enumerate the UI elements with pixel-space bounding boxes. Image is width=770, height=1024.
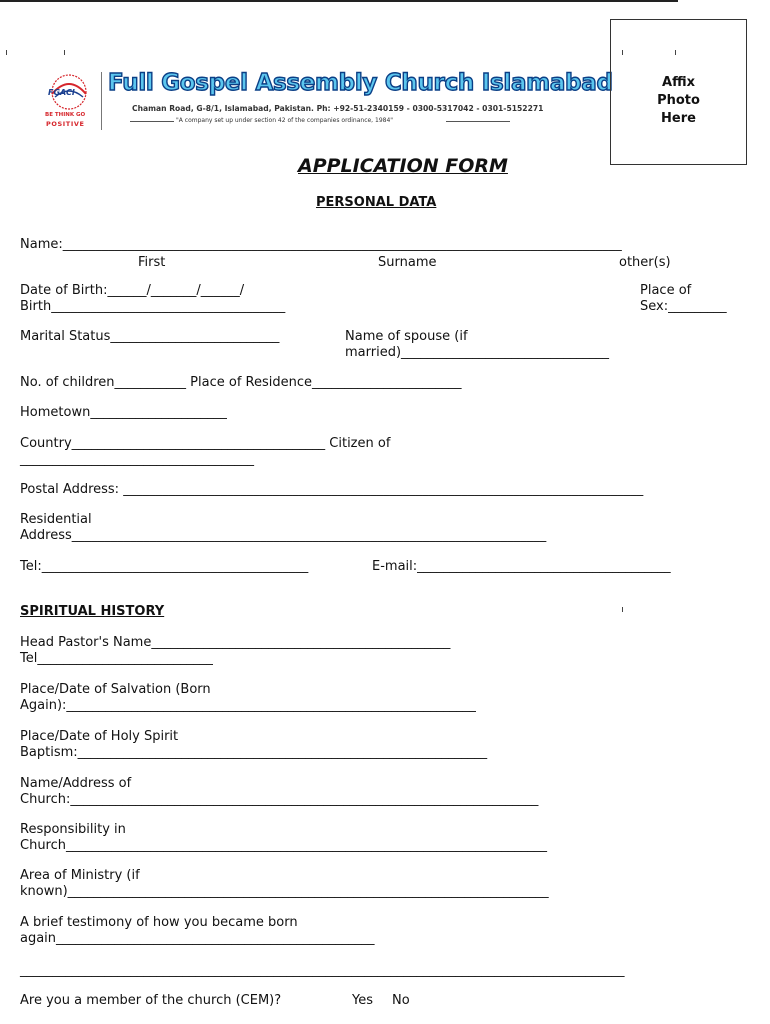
marital-status-field[interactable]: Marital Status__________________________ xyxy=(20,329,280,344)
form-title: APPLICATION FORM xyxy=(298,155,508,177)
name-field[interactable]: Name:______________________________________________________________________________________ xyxy=(20,237,622,252)
church-name: Full Gospel Assembly Church Islamabad xyxy=(108,70,613,96)
logo-abbreviation: FGACI xyxy=(48,88,75,97)
church-responsibility-field[interactable]: Responsibility in Church__________________________________________________________________________ xyxy=(20,822,548,853)
tick-mark xyxy=(64,50,65,55)
postal-address-field[interactable]: Postal Address: ________________________________________________________________________________ xyxy=(20,482,644,497)
photo-box xyxy=(610,19,747,165)
children-residence-field[interactable]: No. of children___________ Place of Residence_______________________ xyxy=(20,375,462,390)
logo-tagline-top: BE THINK GO xyxy=(45,112,86,118)
head-pastor-field[interactable]: Head Pastor's Name______________________________________________ Tel___________________________ xyxy=(20,635,451,666)
top-border-line xyxy=(0,0,678,2)
personal-data-heading: PERSONAL DATA xyxy=(316,195,437,210)
country-citizen-field[interactable]: Country_______________________________________ Citizen of ____________________________________ xyxy=(20,436,391,467)
email-field[interactable]: E-mail:_______________________________________ xyxy=(372,559,671,574)
tick-mark xyxy=(622,607,623,612)
date-of-birth-field[interactable]: Date of Birth:______/_______/______/ Birth____________________________________ xyxy=(20,283,286,314)
member-question: Are you a member of the church (CEM)? xyxy=(20,993,282,1008)
member-no-option[interactable]: No xyxy=(392,993,410,1008)
name-others-caption: other(s) xyxy=(619,255,671,270)
name-surname-caption: Surname xyxy=(378,255,437,270)
registration-rule-right xyxy=(446,121,510,122)
tick-mark xyxy=(6,50,7,55)
salvation-field[interactable]: Place/Date of Salvation (Born Again):_______________________________________________________________ xyxy=(20,682,476,713)
spiritual-history-heading: SPIRITUAL HISTORY xyxy=(20,604,165,619)
ministry-area-field[interactable]: Area of Ministry (if known)__________________________________________________________________________ xyxy=(20,868,549,899)
telephone-field[interactable]: Tel:_________________________________________ xyxy=(20,559,309,574)
member-yes-option[interactable]: Yes xyxy=(352,993,373,1008)
header-divider xyxy=(101,72,102,130)
logo-tagline-bottom: POSITIVE xyxy=(46,120,85,128)
residential-address-field[interactable]: Residential Address_________________________________________________________________________ xyxy=(20,512,547,543)
hometown-field[interactable]: Hometown_____________________ xyxy=(20,405,227,420)
testimony-extra-line[interactable]: _____________________________________________________________________________________________ xyxy=(20,963,625,978)
spouse-name-field[interactable]: Name of spouse (if married)________________________________ xyxy=(345,329,610,360)
holy-spirit-baptism-field[interactable]: Place/Date of Holy Spirit Baptism:_______________________________________________________________ xyxy=(20,729,488,760)
church-address: Chaman Road, G-8/1, Islamabad, Pakistan. Ph: +92-51-2340159 - 0300-5317042 - 0301-5152271 xyxy=(132,104,544,113)
place-sex-field[interactable]: Place of Sex:_________ xyxy=(640,283,727,314)
church-logo xyxy=(40,70,102,132)
testimony-field[interactable]: A brief testimony of how you became born again_________________________________________________ xyxy=(20,915,375,946)
church-registration: "A company set up under section 42 of the companies ordinance, 1984" xyxy=(176,117,394,124)
church-address-field[interactable]: Name/Address of Church:________________________________________________________________________ xyxy=(20,776,539,807)
registration-rule-left xyxy=(130,121,174,122)
photo-box-label: Affix Photo Here xyxy=(657,75,700,126)
name-first-caption: First xyxy=(138,255,166,270)
